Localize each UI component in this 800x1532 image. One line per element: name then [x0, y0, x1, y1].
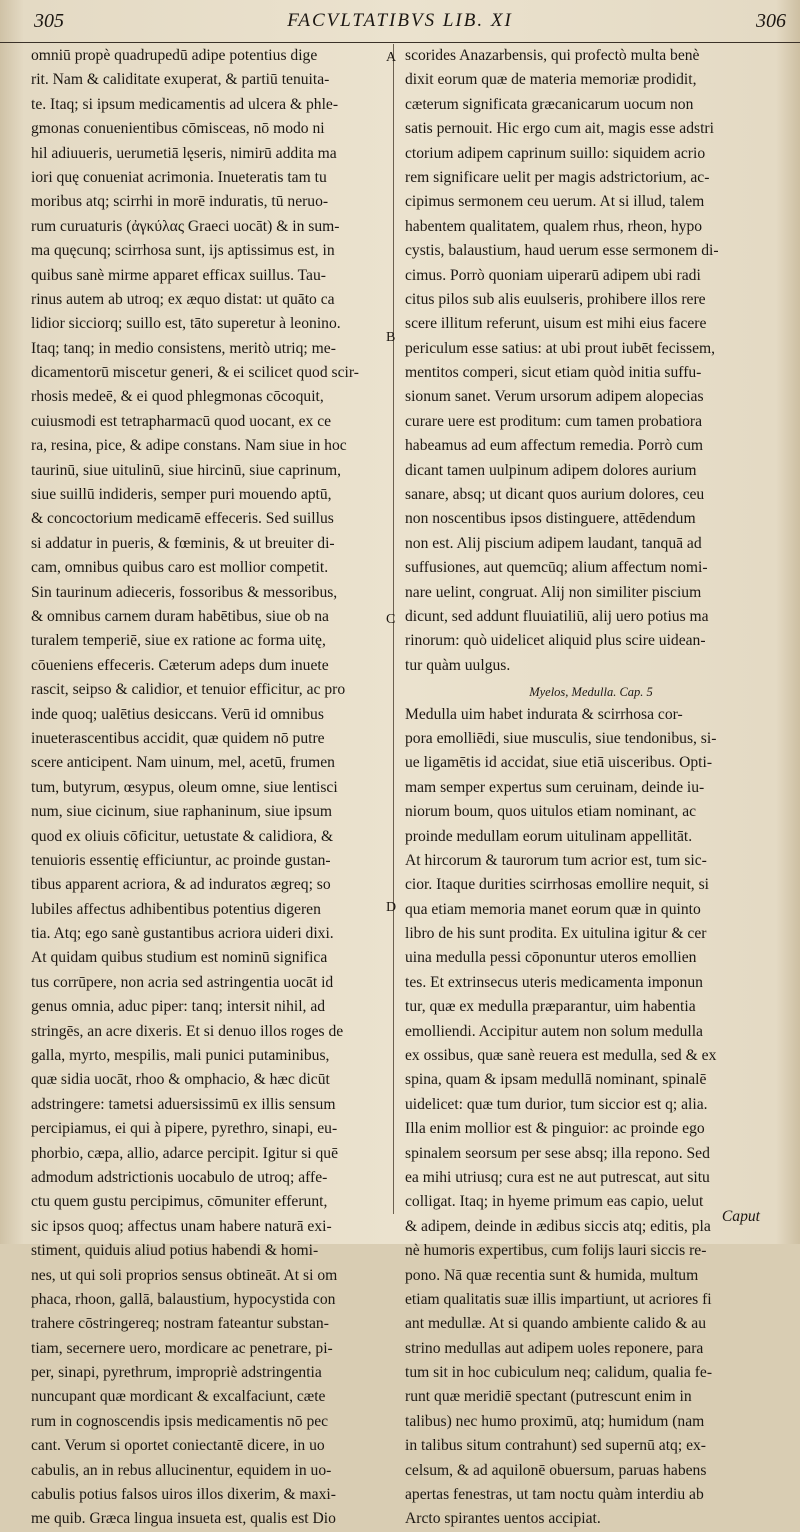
text-line: quibus sanè mirme apparet efficax suillus. Tau- [31, 266, 326, 284]
text-line: etiam qualitatis suæ illis impartiunt, ut acriores fi [405, 1290, 712, 1308]
margin-marker-d: D [386, 900, 397, 915]
margin-marker-b: B [386, 330, 396, 345]
text-line: strino medullas aut adipem uoles reponere, para [405, 1339, 704, 1357]
text-line: iori quę conueniat acrimonia. Inueteratis tam tu [31, 168, 327, 186]
text-line: inueterascentibus accidit, quæ quidem nō putre [31, 729, 325, 747]
text-line: galla, myrto, mespilis, mali punici putaminibus, [31, 1047, 330, 1065]
text-line: phorbio, cæpa, allio, adarce percipit. Igitur si quē [31, 1144, 339, 1162]
text-line: uidelicet: quæ tum durior, tum siccior est q; alia. [405, 1095, 708, 1113]
text-line: rinus autem ab utroq; ex æquo distat: ut quāto ca [31, 290, 335, 308]
text-line: tus corrūpere, non acria sed astringentia uocāt id [31, 973, 334, 991]
text-line: sionum sanet. Verum ursorum adipem alopecias [405, 388, 704, 406]
text-line: scere illitum referunt, uisum est mihi eius facere [405, 315, 707, 333]
text-line: cæterum significata græcanicarum uocum non [405, 95, 694, 113]
text-line: nè humoris expertibus, cum folijs lauri siccis re- [405, 1242, 707, 1260]
text-line: tenuioris essentię efficiuntur, ac proinde gustan- [31, 851, 331, 869]
text-line: nare uelint, congruat. Alij non similiter piscium [405, 583, 702, 601]
text-line: inde quoq; ualētius desiccans. Verū id omnibus [31, 705, 324, 723]
margin-marker-a: A [386, 50, 397, 65]
margin-marker-c: C [386, 612, 396, 627]
text-line: cōueniens effeceris. Cæterum adeps dum inuete [31, 656, 329, 674]
text-line: cuiusmodi est tetrapharmacū quod uocant, ex ce [31, 412, 332, 430]
text-line: tum sit in hoc cubiculum neq; calidum, qualia fe- [405, 1364, 713, 1382]
text-line: ra, resina, pice, & adipe constans. Nam siue in hoc [31, 437, 347, 455]
left-text-column [31, 44, 396, 1532]
text-line: cam, omnibus quibus caro est mollior competit. [31, 559, 329, 577]
text-line: emolliendi. Accipitur autem non solum medulla [405, 1022, 703, 1040]
right-page-number: 306 [756, 10, 786, 32]
text-line: spinalem seorsum per sese absq; illa repono. Sed [405, 1144, 710, 1162]
text-line: apertas fenestras, ut tam noctu quàm interdiu ab [405, 1486, 704, 1504]
text-line: rum curuaturis (ἀγκύλας Graeci uocāt) & in sum- [31, 217, 340, 235]
text-line: Itaq; tanq; in medio consistens, meritò utriq; me- [31, 339, 336, 357]
text-line: curare uere est proditum: cum tamen probatiora [405, 412, 703, 430]
text-line: scorides Anazarbensis, qui profectò multa benè [405, 47, 700, 64]
text-line: cior. Itaque durities scirrhosas emollire nequit, si [405, 876, 710, 894]
text-line: cipimus sermonem ceu uerum. At si illud, talem [405, 193, 705, 211]
text-line: non noscentibus ipsos distinguere, attēdendum [405, 510, 696, 528]
text-line: rascit, seipso & calidior, et tenuior efficitur, ac pro [31, 681, 346, 699]
text-line: cant. Verum si oportet coniectantē dicere, in uo [31, 1437, 325, 1455]
text-line: habeamus ad eum affectum remedia. Porrò cum [405, 437, 704, 455]
text-line: Illa enim mollior est & pinguior: ac proinde ego [405, 1120, 705, 1138]
text-line: sanare, absq; ut dicant quos aurium dolores, ceu [405, 486, 705, 504]
text-line: scere anticipent. Nam uinum, mel, acetū, frumen [31, 754, 335, 772]
text-line: uina medulla pessi cōponuntur uteros emollien [405, 949, 697, 967]
text-line: non est. Alij piscium adipem laudant, tanquā ad [405, 534, 702, 552]
running-header [0, 8, 800, 43]
chapter-caption: Myelos, Medulla. Cap. 5 [529, 685, 653, 700]
text-line: in talibus situm contrahunt) sed supernū atq; ex- [405, 1437, 706, 1455]
text-line: rhosis medeē, & ei quod phlegmonas cōcoquit, [31, 388, 324, 406]
text-line: tur quàm uulgus. [405, 656, 511, 674]
text-line: rem significare uelit per magis adstrictorium, ac- [405, 168, 710, 186]
text-line: tiam, secernere uero, mordicare ac penetrare, pi- [31, 1339, 333, 1357]
text-line: trahere cōstringereq; nostram fateantur substan- [31, 1315, 329, 1333]
text-line: ctorium adipem caprinum suillo: siquidem acrio [405, 144, 706, 162]
text-line: & concoctorium medicamē effeceris. Sed suillus [31, 510, 334, 528]
text-line: talibus) nec humo proximū, atq; humidum (nam [405, 1412, 705, 1430]
text-line: At hircorum & taurorum tum acrior est, tum sic- [405, 851, 707, 869]
text-line: stiment, quiduis aliud potius habendi & homi- [31, 1242, 319, 1260]
text-line: stringēs, an acre dixeris. Et si denuo illos roges de [31, 1022, 344, 1040]
text-line: hil adiuueris, uerumetiā lęseris, nimirū addita ma [31, 144, 337, 162]
text-line: ctu quem gustu percipimus, cōmuniter efferunt, [31, 1193, 328, 1211]
text-line: libro de his sunt prodita. Ex uitulina igitur & cer [405, 925, 707, 943]
text-line: quod ex oliuis cōficitur, uetustate & calidiora, & [31, 827, 334, 845]
text-line: quæ sidia uocāt, rhoo & omphacio, & hæc dicūt [31, 1071, 330, 1089]
text-line: omniū propè quadrupedū adipe potentius dige [31, 47, 318, 64]
text-line: citus pilos sub alis euulseris, prohibere illos rere [405, 290, 706, 308]
text-line: periculum esse satius: at ubi prout iubēt fecissem, [405, 339, 716, 357]
text-line: admodum adstrictionis uocabulo de utroq; affe- [31, 1168, 328, 1186]
text-line: tum, butyrum, œsypus, oleum omne, siue lentisci [31, 778, 338, 796]
text-line: rum in cognoscendis ipsis medicamentis nō pec [31, 1412, 329, 1430]
text-line: pono. Nā quæ recentia sunt & humida, multum [405, 1266, 699, 1284]
text-line: phaca, rhoon, gallā, balaustium, hypocystida con [31, 1290, 336, 1308]
text-line: sic ipsos quoq; affectus unam habere naturā exi- [31, 1217, 332, 1235]
text-line: Medulla uim habet indurata & scirrhosa cor- [405, 705, 683, 723]
text-line: si addatur in pueris, & fœminis, & ut breuiter di- [31, 534, 335, 552]
text-line: runt quæ meridiē spectant (putrescunt enim in [405, 1388, 692, 1406]
text-line: dicunt, sed addunt fluuiatiliū, alij uero potius ma [405, 607, 709, 625]
text-line: dicant tamen uulpinum adipem dolores aurium [405, 461, 697, 479]
text-line: ue ligamētis id accidat, siue etiā uisceribus. Opti- [405, 754, 713, 772]
text-line: lubiles affectus adhibentibus potentius digeren [31, 900, 321, 918]
text-line: rit. Nam & caliditate exuperat, & partiū tenuita- [31, 71, 330, 89]
text-line: ex ossibus, quæ sanè reuera est medulla, sed & ex [405, 1047, 717, 1065]
text-line: Sin taurinum adieceris, fossoribus & messoribus, [31, 583, 338, 601]
text-line: mam semper expertus sum ceruinam, deinde iu- [405, 778, 705, 796]
right-text-column [405, 44, 777, 1532]
text-line: cabulis, an in rebus allucinentur, equidem in uo- [31, 1461, 332, 1479]
text-line: percipiamus, ei qui à pipere, pyrethro, sinapi, eu- [31, 1120, 338, 1138]
text-line: turalem temperiē, siue ex ratione ac forma uitę, [31, 632, 326, 650]
text-line: ma quęcunq; scirrhosa sunt, ijs aptissimus est, in [31, 242, 335, 260]
catchword: Caput [721, 1208, 760, 1225]
text-line: moribus atq; scirrhi in morē induratis, tū neruo- [31, 193, 329, 211]
text-line: habentem qualitatem, qualem rhus, rheon, hypo [405, 217, 703, 235]
text-line: ea mihi utriusq; cura est ne aut putrescat, aut situ [405, 1168, 710, 1186]
text-line: dixit eorum quæ de materia memoriæ prodidit, [405, 71, 697, 89]
text-line: te. Itaq; si ipsum medicamentis ad ulcera & phle- [31, 95, 339, 113]
text-line: nes, ut qui soli proprios sensus obtineāt. At si om [31, 1266, 338, 1284]
text-line: cystis, balaustium, haud uerum esse sermonem di- [405, 242, 719, 260]
text-line: cimus. Porrò quoniam uiperarū adipem ubi radi [405, 266, 701, 284]
text-line: dicamentorū miscetur generi, & ei scilicet quod scir- [31, 364, 359, 382]
text-line: gmonas conuenientibus cōmisceas, nō modo ni [31, 120, 325, 138]
text-line: cabulis potius falsos uiros illos dixerim, & maxi- [31, 1486, 336, 1504]
text-line: tibus apparent acriora, & ad induratos ægreq; so [31, 876, 331, 894]
text-line: suffusiones, aut quemcūq; alium affectum nomi- [405, 559, 708, 577]
text-line: taurinū, siue uitulinū, siue hircinū, siue caprinum, [31, 461, 342, 479]
text-line: satis pernouit. Hic ergo cum ait, magis esse adstri [405, 120, 714, 138]
text-line: tur, quæ ex medulla præparantur, uim habentia [405, 998, 696, 1016]
text-line: pora emolliēdi, siue musculis, siue tendonibus, si- [405, 729, 717, 747]
text-line: tes. Et extrinsecus uteris medicamenta imponun [405, 973, 703, 991]
text-line: adstringere: tametsi aduersissimū ex illis sensum [31, 1095, 336, 1113]
text-line: qua etiam memoria manet eorum quæ in quinto [405, 900, 701, 918]
text-line: genus omnia, aduc piper: tanq; intersit nihil, ad [31, 998, 326, 1016]
text-line: me quib. Græca lingua insueta est, qualis est Dio [31, 1510, 336, 1528]
text-line: & omnibus carnem duram habētibus, siue ob na [31, 607, 329, 625]
text-line: ant medullæ. At si quando ambiente calido & au [405, 1315, 706, 1333]
text-line: mentitos comperi, sicut etiam quòd initia suffu- [405, 364, 702, 382]
running-title: FACVLTATIBVS LIB. XI [287, 10, 513, 31]
text-line: spina, quam & ipsam medullā nominant, spinalē [405, 1071, 707, 1089]
text-line: colligat. Itaq; in hyeme primum eas capio, uelut [405, 1193, 704, 1211]
text-line: rinorum: quò uidelicet aliquid plus scire uidean- [405, 632, 706, 650]
text-line: lidior sicciorq; suillo est, tāto superetur à leonino. [31, 315, 341, 333]
left-page-number: 305 [34, 10, 64, 32]
text-line: niorum boum, quos uitulos etiam nominant, ac [405, 803, 697, 821]
text-line: At quidam quibus studium est nominū significa [31, 949, 328, 967]
column-divider [393, 44, 394, 1214]
text-line: num, siue cicinum, siue raphaninum, siue ipsum [31, 803, 333, 821]
text-line: nuncupant quæ mordicant & excalfaciunt, cæte [31, 1388, 326, 1406]
text-line: siue suillū indideris, semper puri mouendo aptū, [31, 486, 332, 504]
text-line: celsum, & ad aquilonē obuersum, paruas habens [405, 1461, 707, 1479]
text-line: proinde medullam eorum uitulinam appellitāt. [405, 827, 693, 845]
text-line: per, sinapi, pyrethrum, impropriè adstringentia [31, 1364, 322, 1382]
text-line: Arcto spirantes uentos accipiat. [405, 1510, 601, 1528]
text-line: & adipem, deinde in ædibus siccis atq; editis, pla [405, 1217, 711, 1235]
text-line: tia. Atq; ego sanè gustantibus acriora uideri dixi. [31, 925, 334, 943]
